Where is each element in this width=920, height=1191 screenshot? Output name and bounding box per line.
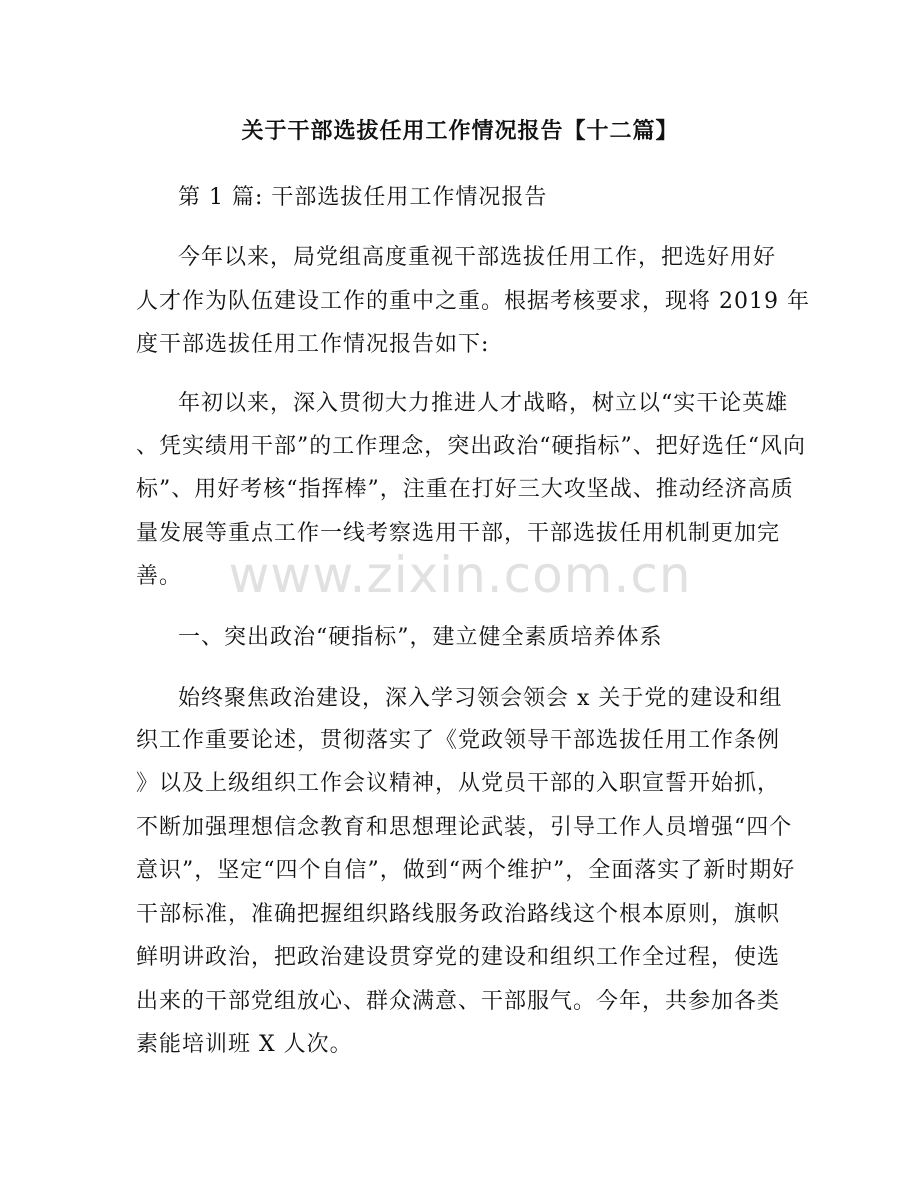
- paragraph-line: 始终聚焦政治建设，深入学习领会领会 x 关于党的建设和组: [178, 686, 783, 711]
- paragraph-line: 标”、用好考核“指挥棒”，注重在打好三大攻坚战、推动经济高质: [136, 477, 794, 502]
- paragraph-line: 素能培训班 X 人次。: [136, 1032, 353, 1057]
- paragraph-line: 意识”，坚定“四个自信”，做到“两个维护”，全面落实了新时期好: [136, 858, 796, 883]
- chapter-heading: 第 1 篇: 干部选拔任用工作情况报告: [178, 185, 548, 210]
- section-heading: 一、突出政治“硬指标”，建立健全素质培养体系: [178, 625, 663, 650]
- paragraph-line: 》以及上级组织工作会议精神，从党员干部的入职宣誓开始抓，: [136, 771, 781, 796]
- paragraph-line: 年初以来，深入贯彻大力推进人才战略，树立以“实干论英雄: [178, 391, 789, 416]
- paragraph-line: 今年以来，局党组高度重视干部选拔任用工作，把选好用好: [178, 245, 777, 270]
- paragraph-line: 人才作为队伍建设工作的重中之重。根据考核要求，现将 2019 年: [136, 289, 810, 314]
- watermark: www.zixin.com.cn: [228, 546, 692, 604]
- document-title: 关于干部选拔任用工作情况报告【十二篇】: [241, 119, 679, 144]
- paragraph-line: 度干部选拔任用工作情况报告如下:: [136, 332, 490, 357]
- paragraph-line: 鲜明讲政治，把政治建设贯穿党的建设和组织工作全过程，使选: [136, 945, 781, 970]
- paragraph-line: 织工作重要论述，贯彻落实了《党政领导干部选拔任用工作条例: [136, 728, 781, 753]
- paragraph-line: 善。: [136, 564, 183, 589]
- paragraph-line: 出来的干部党组放心、群众满意、干部服气。今年，共参加各类: [136, 989, 781, 1014]
- paragraph-line: 量发展等重点工作一线考察选用干部，干部选拔任用机制更加完: [136, 521, 781, 546]
- paragraph-line: 不断加强理想信念教育和思想理论武装，引导工作人员增强“四个: [136, 815, 793, 840]
- paragraph-line: 、凭实绩用干部”的工作理念，突出政治“硬指标”、把好选任“风向: [136, 434, 806, 459]
- paragraph-line: 干部标准，准确把握组织路线服务政治路线这个根本原则，旗帜: [136, 902, 781, 927]
